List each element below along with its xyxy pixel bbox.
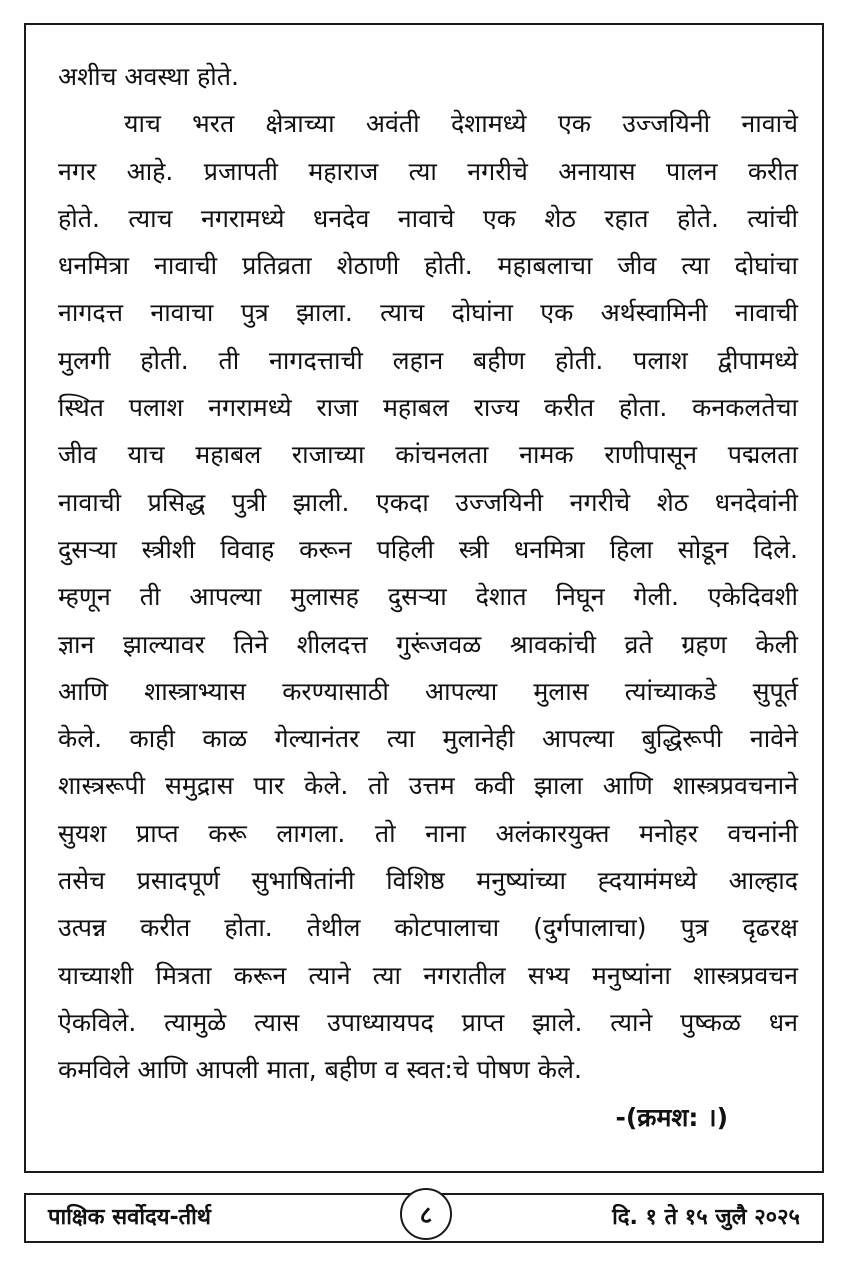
body-line: ज्ञान झाल्यावर तिने शीलदत्त गुरूंजवळ श्रावकांची व्रते ग्रहण केली xyxy=(58,629,798,659)
issue-date: दि. १ ते १५ जुलै २०२५ xyxy=(612,1205,800,1230)
body-line: उत्पन्न करीत होता. तेथील कोटपालाचा (दुर्गपालाचा) पुत्र दृढरक्ष xyxy=(58,913,798,943)
body-line: सुयश प्राप्त करू लागला. तो नाना अलंकारयुक्त मनोहर वचनांनी xyxy=(58,818,798,848)
body-line: याच भरत क्षेत्राच्या अवंती देशामध्ये एक उज्जयिनी नावाचे xyxy=(124,109,798,139)
publication-name: पाक्षिक सर्वोदय-तीर्थ xyxy=(48,1205,211,1230)
continued-marker: -(क्रमश: ।) xyxy=(615,1102,728,1132)
article-body xyxy=(58,53,798,1141)
content-frame xyxy=(24,23,824,1173)
body-line: केले. काही काळ गेल्यानंतर त्या मुलानेही आपल्या बुद्धिरूपी नावेने xyxy=(58,724,798,754)
page-footer xyxy=(24,1193,824,1243)
body-line: तसेच प्रसादपूर्ण सुभाषितांनी विशिष्ठ मनुष्यांच्या ह्दयामंमध्ये आल्हाद xyxy=(58,866,798,896)
body-line: नावाची प्रसिद्ध पुत्री झाली. एकदा उज्जयिनी नगरीचे शेठ धनदेवांनी xyxy=(58,487,798,517)
body-line: धनमित्रा नावाची प्रतिव्रता शेठाणी होती. महाबलाचा जीव त्या दोघांचा xyxy=(58,251,798,281)
body-line: होते. त्याच नगरामध्ये धनदेव नावाचे एक शेठ रहात होते. त्यांची xyxy=(58,203,798,233)
body-line: जीव याच महाबल राजाच्या कांचनलता नामक राणीपासून पद्मलता xyxy=(58,440,798,470)
body-line: याच्याशी मित्रता करून त्याने त्या नगरातील सभ्य मनुष्यांना शास्त्रप्रवचन xyxy=(58,960,798,990)
body-line: स्थित पलाश नगरामध्ये राजा महाबल राज्य करीत होता. कनकलतेचा xyxy=(58,393,798,423)
page-number: ८ xyxy=(400,1188,452,1240)
body-line: आणि शास्त्राभ्यास करण्यासाठी आपल्या मुलास त्यांच्याकडे सुपूर्त xyxy=(58,676,798,706)
body-line: मुलगी होती. ती नागदत्ताची लहान बहीण होती. पलाश द्वीपामध्ये xyxy=(58,345,798,375)
body-line: दुसऱ्या स्त्रीशी विवाह करून पहिली स्त्री धनमित्रा हिला सोडून दिले. xyxy=(58,534,798,564)
body-line: नगर आहे. प्रजापती महाराज त्या नगरीचे अनायास पालन करीत xyxy=(58,156,798,186)
body-line: ऐकविले. त्यामुळे त्यास उपाध्यायपद प्राप्त झाले. त्याने पुष्कळ धन xyxy=(58,1007,798,1037)
body-line: म्हणून ती आपल्या मुलासह दुसऱ्या देशात निघून गेली. एकेदिवशी xyxy=(58,582,798,612)
body-line: शास्त्ररूपी समुद्रास पार केले. तो उत्तम कवी झाला आणि शास्त्रप्रवचनाने xyxy=(58,771,798,801)
body-line: अशीच अवस्था होते. xyxy=(58,62,239,91)
body-line: नागदत्त नावाचा पुत्र झाला. त्याच दोघांना एक अर्थस्वामिनी नावाची xyxy=(58,298,798,328)
body-line: कमविले आणि आपली माता, बहीण व स्वत:चे पोषण केले. xyxy=(58,1055,582,1085)
